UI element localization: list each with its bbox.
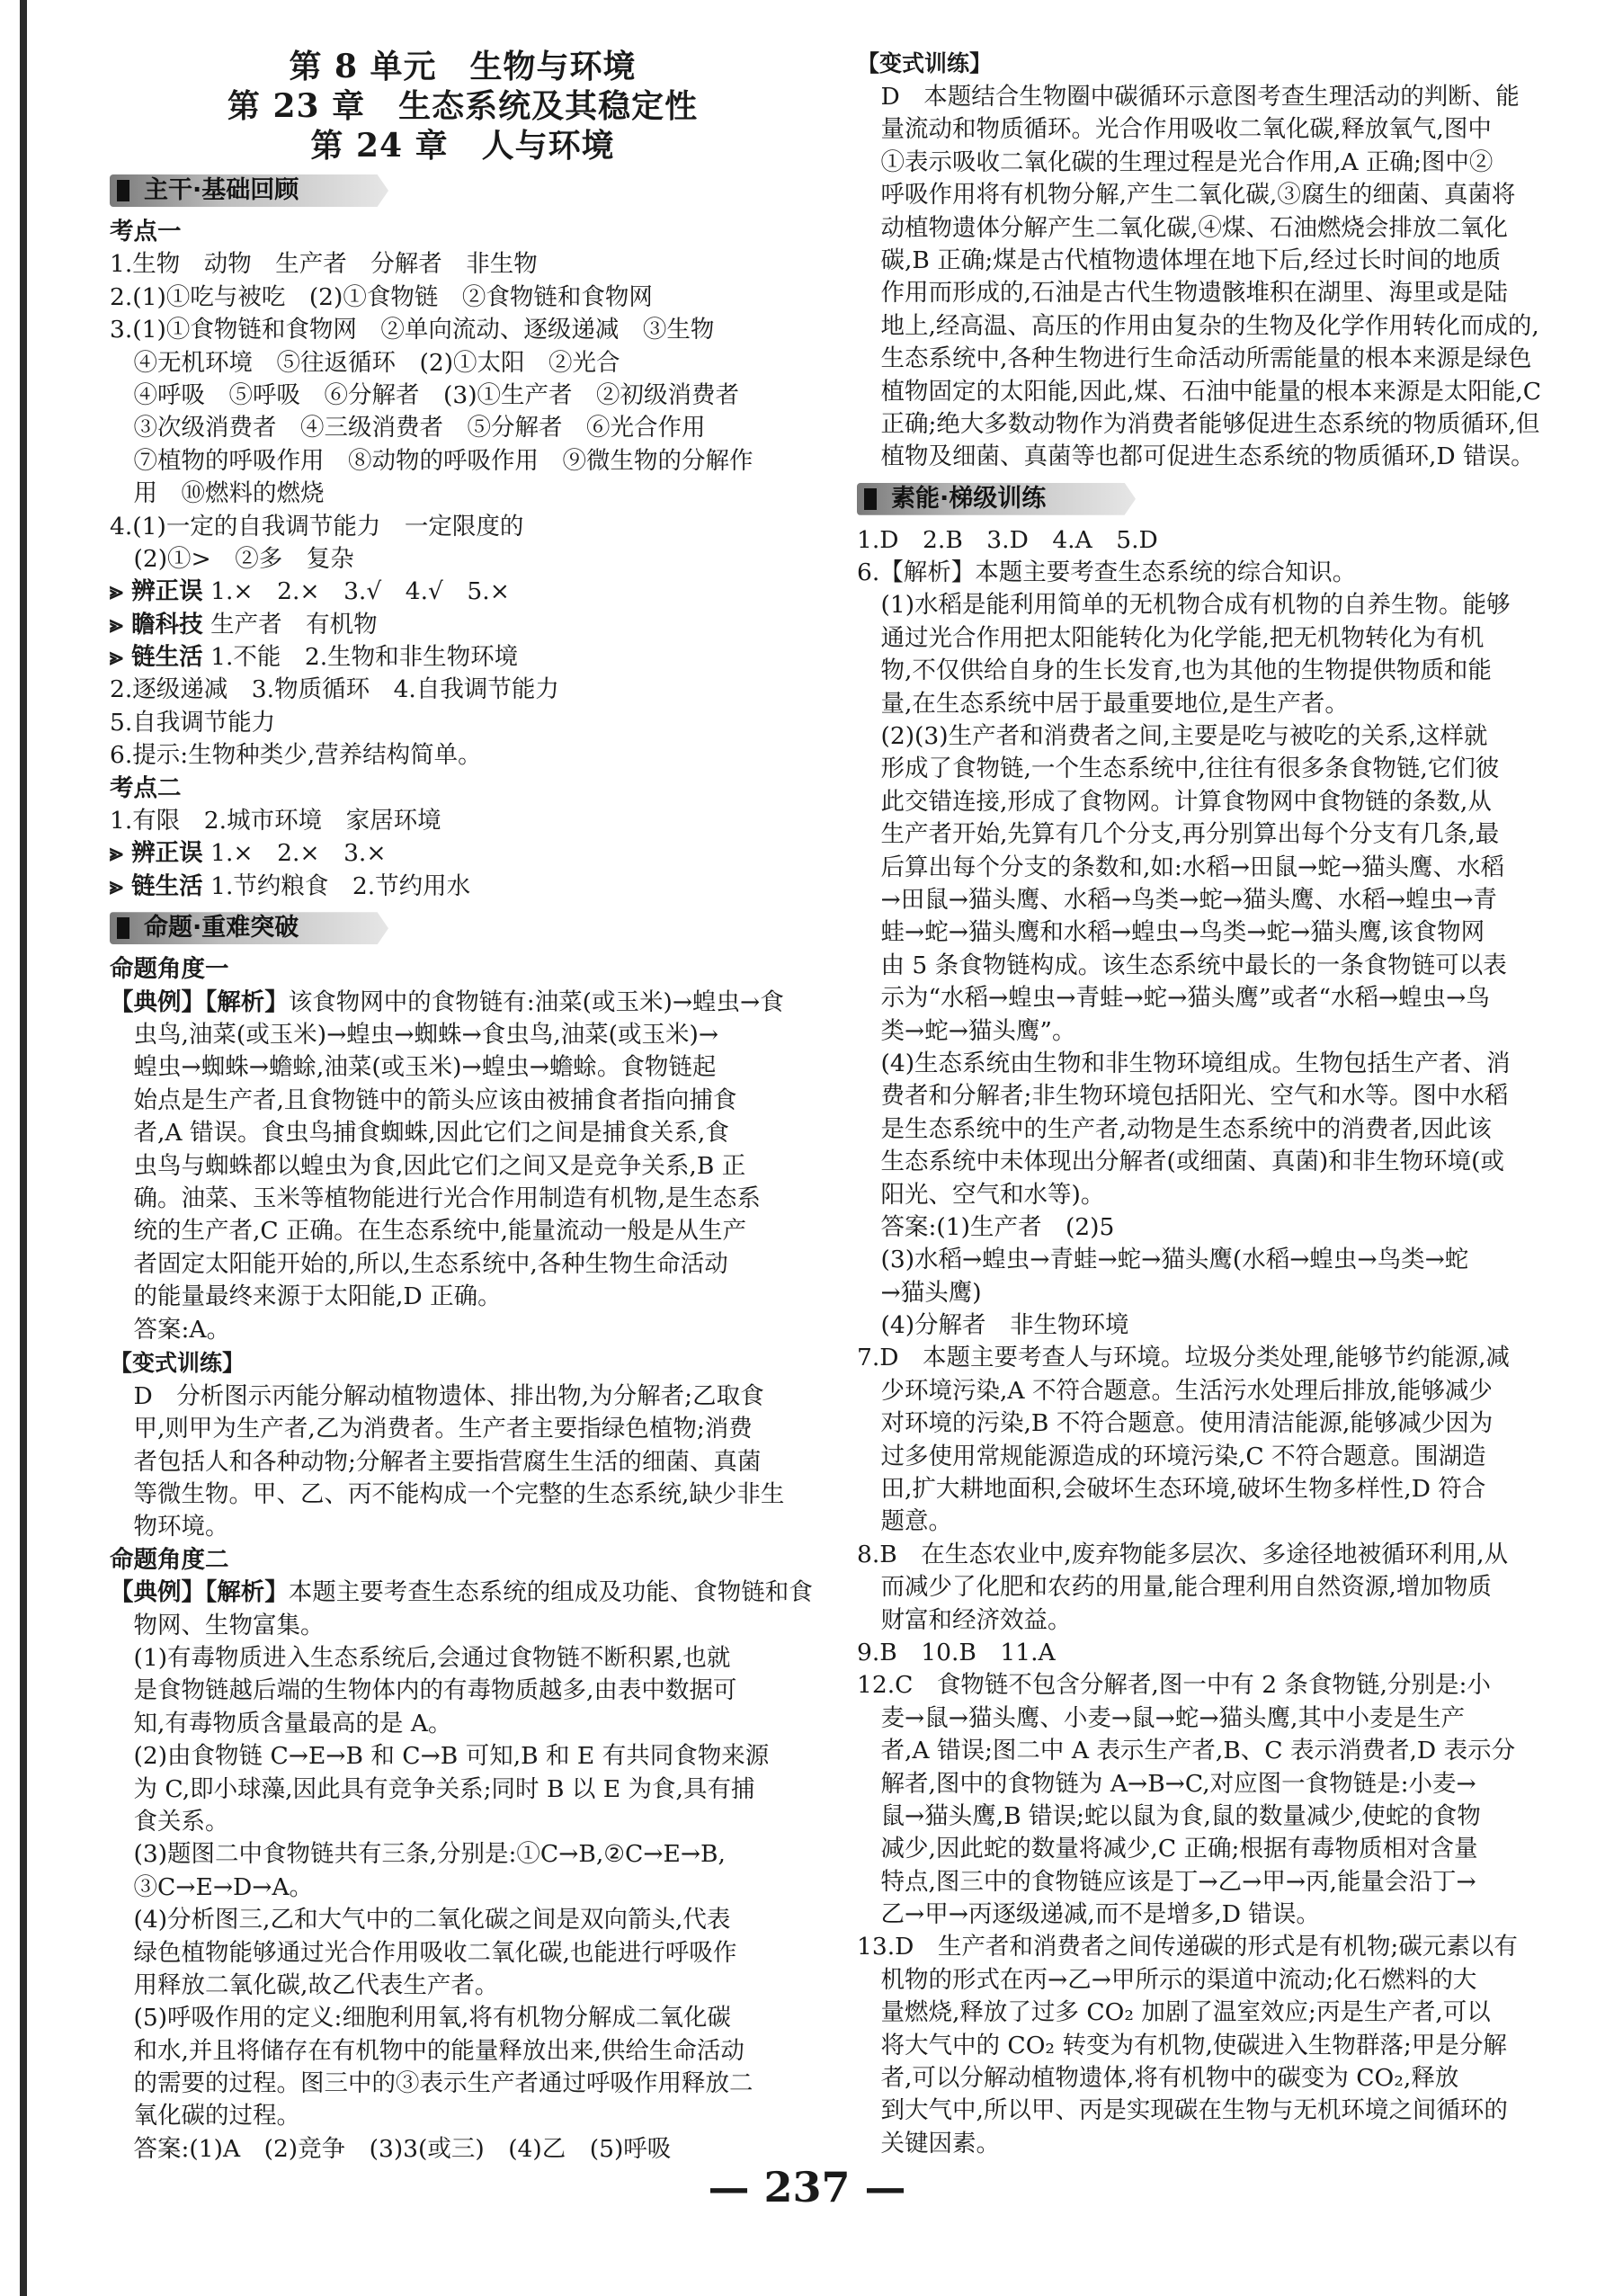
- text-line: (5)呼吸作用的定义:细胞利用氧,将有机物分解成二氧化碳: [110, 2004, 731, 2032]
- text-line: 关键因素。: [857, 2129, 1000, 2158]
- text-line: 用释放二氧化碳,故乙代表生产者。: [110, 1970, 499, 1999]
- tag-line: [110, 871, 816, 903]
- text-line: 机物的形式在丙→乙→甲所示的渠道中流动;化石燃料的大: [857, 1965, 1477, 1994]
- kaodian-heading: 考点二: [110, 773, 182, 802]
- text-line: 量流动和物质循环。光合作用吸收二氧化碳,释放氧气,图中: [857, 115, 1492, 144]
- example-two-first-line: [110, 1577, 816, 1609]
- text-line: 4.(1)一定的自我调节能力 一定限度的: [110, 512, 524, 540]
- text-line: (1)水稻是能利用简单的无机物合成有机物的自养生物。能够: [857, 591, 1511, 620]
- tag-label: 链生活: [131, 643, 203, 672]
- text-line: 蝗虫→蜘蛛→蟾蜍,油菜(或玉米)→蝗虫→蟾蜍。食物链起: [110, 1053, 717, 1082]
- text-line: 6.提示:生物种类少,营养结构简单。: [110, 741, 482, 770]
- example-one-body: [110, 1019, 816, 1314]
- kaodian-one-list: [110, 248, 816, 576]
- text-line: 12.C 食物链不包含分解者,图一中有 2 条食物链,分别是:小: [857, 1671, 1491, 1700]
- tag-text: 1.不能 2.生物和非生物环境: [202, 643, 519, 672]
- tag-line: [110, 576, 816, 608]
- text-line: 量,在生态系统中居于最重要地位,是生产者。: [857, 689, 1349, 718]
- text-line: 食关系。: [110, 1807, 229, 1836]
- tag-text: 1.× 2.× 3.×: [202, 839, 387, 868]
- banner-label: 命题·重难突破: [144, 914, 299, 943]
- text-line: 统的生产者,C 正确。在生态系统中,能量流动一般是从生产: [110, 1217, 747, 1246]
- text-line: 等微生物。甲、乙、丙不能构成一个完整的生态系统,缺少非生: [110, 1480, 785, 1509]
- example-two-body: [110, 1610, 816, 2133]
- text-line: 鼠→猫头鹰,B 错误;蛇以鼠为食,鼠的数量减少,使蛇的食物: [857, 1801, 1481, 1830]
- double-chevron-icon: ⪢: [110, 643, 132, 672]
- text-line: 生态系统中,各种生物进行生命活动所需能量的根本来源是绿色: [857, 344, 1532, 373]
- kaodian-one-tail: [110, 674, 816, 772]
- text-line: 始点是生产者,且食物链中的箭头应该由被捕食者指向捕食: [110, 1085, 737, 1114]
- text-line: ③次级消费者 ④三级消费者 ⑤分解者 ⑥光合作用: [110, 414, 706, 442]
- tag-line: [110, 641, 816, 674]
- text-line: (4)分解者 非生物环境: [857, 1311, 1129, 1340]
- text-line: 5.自我调节能力: [110, 708, 276, 737]
- double-chevron-icon: ⪢: [110, 610, 132, 639]
- text-line: ①表示吸收二氧化碳的生理过程是光合作用,A 正确;图中②: [857, 147, 1494, 176]
- text-line: 1.有限 2.城市环境 家居环境: [110, 807, 441, 835]
- text-line: 形成了食物链,一个生态系统中,往往有很多条食物链,它们彼: [857, 755, 1500, 783]
- text-line: (4)生态系统由生物和非生物环境组成。生物包括生产者、消: [857, 1049, 1511, 1077]
- text-line: 碳,B 正确;煤是古代植物遗体埋在地下后,经过长时间的地质: [857, 246, 1502, 274]
- right-column: [857, 47, 1563, 2160]
- text-line: 地上,经高温、高压的作用由复杂的生物及化学作用转化而成的,: [857, 311, 1539, 340]
- text-line: 将大气中的 CO₂ 转变为有机物,使碳进入生物群落;甲是分解: [857, 2031, 1507, 2059]
- text-line: 的能量最终来源于太阳能,D 正确。: [110, 1282, 502, 1311]
- text-line: 示为“水稻→蝗虫→青蛙→蛇→猫头鹰”或者“水稻→蝗虫→鸟: [857, 984, 1490, 1013]
- text-line: 减少,因此蛇的数量将减少,C 正确;根据有毒物质相对含量: [857, 1835, 1478, 1863]
- text-line: 2.逐级递减 3.物质循环 4.自我调节能力: [110, 675, 559, 704]
- double-chevron-icon: ⪢: [110, 577, 132, 606]
- text-line: 虫鸟与蜘蛛都以蝗虫为食,因此它们之间又是竞争关系,B 正: [110, 1151, 746, 1180]
- example-one-first-line: [110, 987, 816, 1019]
- tag-line: [110, 609, 816, 641]
- banner-mark-icon: [117, 180, 129, 201]
- text-line: 是食物链越后端的生物体内的有毒物质越多,由表中数据可: [110, 1676, 737, 1705]
- left-column: [110, 47, 816, 2166]
- text-line: 到大气中,所以甲、丙是实现碳在生物与无机环境之间循环的: [857, 2096, 1508, 2125]
- text-line: 1.生物 动物 生产者 分解者 非生物: [110, 250, 538, 279]
- text-line: D 分析图示丙能分解动植物遗体、排出物,为分解者;乙取食: [110, 1381, 764, 1410]
- variant-one-body: [110, 1380, 816, 1544]
- ladder-training-answers: [857, 524, 1563, 2161]
- text-line: 阳光、空气和水等)。: [857, 1180, 1105, 1209]
- tag-label: 瞻科技: [131, 610, 203, 639]
- tag-list-two: [110, 837, 816, 903]
- binding-edge: [20, 0, 27, 2296]
- text-line: (3)题图二中食物链共有三条,分别是:①C→B,②C→E→B,: [110, 1840, 726, 1869]
- text-line: 少环境污染,A 不符合题意。生活污水处理后排放,能够减少: [857, 1376, 1493, 1405]
- text-line: 植物及细菌、真菌等也都可促进生态系统的物质循环,D 错误。: [857, 442, 1535, 471]
- text-line: 动植物遗体分解产生二氧化碳,④煤、石油燃烧会排放二氧化: [857, 213, 1508, 242]
- text-line: 者,A 错误。食虫鸟捕食蜘蛛,因此它们之间是捕食关系,食: [110, 1119, 729, 1148]
- text-line: 用 ⑩燃料的燃烧: [110, 479, 325, 508]
- text-line: ⑦植物的呼吸作用 ⑧动物的呼吸作用 ⑨微生物的分解作: [110, 446, 753, 475]
- unit-title: 第 8 单元 生物与环境: [289, 48, 637, 85]
- text-line: 费者和分解者;非生物环境包括阳光、空气和水等。图中水稻: [857, 1082, 1509, 1111]
- text-line: ④无机环境 ⑤往返循环 (2)①太阳 ②光合: [110, 348, 620, 377]
- example-one-answer: 答案:A。: [110, 1315, 231, 1344]
- section-banner-basics: [110, 171, 816, 210]
- text-line: 生态系统中未体现出分解者(或细菌、真菌)和非生物环境(或: [857, 1148, 1505, 1176]
- kaodian-two-list: [110, 805, 816, 837]
- text-line: 为 C,即小球藻,因此具有竞争关系;同时 B 以 E 为食,具有捕: [110, 1774, 755, 1803]
- text-line: 者包括人和各种动物;分解者主要指营腐生生活的细菌、真菌: [110, 1447, 762, 1476]
- text-line: 类→蛇→猫头鹰”。: [857, 1016, 1076, 1045]
- text-line: 8.B 在生态农业中,废弃物能多层次、多途径地被循环利用,从: [857, 1540, 1509, 1568]
- text-line: 6.【解析】本题主要考查生态系统的综合知识。: [857, 558, 1357, 587]
- example-two-answer: 答案:(1)A (2)竞争 (3)3(或三) (4)乙 (5)呼吸: [110, 2134, 672, 2163]
- tag-label: 辨正误: [131, 577, 203, 606]
- variant-two-body: [857, 81, 1563, 474]
- text-line: (1)有毒物质进入生态系统后,会通过食物链不断积累,也就: [110, 1644, 731, 1673]
- section-banner-ladder: [857, 479, 1563, 519]
- text-line: 和水,并且将储存在有机物中的能量释放出来,供给生命活动: [110, 2036, 745, 2065]
- text-line: 正确;绝大多数动物作为消费者能够促进生态系统的物质循环,但: [857, 409, 1540, 438]
- text-line: 乙→甲→丙逐级递减,而不是增多,D 错误。: [857, 1900, 1320, 1929]
- text-line: ③C→E→D→A。: [110, 1872, 314, 1901]
- text-line: 特点,图三中的食物链应该是丁→乙→甲→丙,能量会沿丁→: [857, 1867, 1476, 1896]
- tag-label: 辨正误: [131, 839, 203, 868]
- text-line: 者,A 错误;图二中 A 表示生产者,B、C 表示消费者,D 表示分: [857, 1737, 1516, 1765]
- text-line: 对环境的污染,B 不符合题意。使用清洁能源,能够减少因为: [857, 1409, 1494, 1438]
- text-line: 13.D 生产者和消费者之间传递碳的形式是有机物;碳元素以有: [857, 1933, 1518, 1961]
- tag-text: 生产者 有机物: [202, 610, 378, 639]
- text-line: 绿色植物能够通过光合作用吸收二氧化碳,也能进行呼吸作: [110, 1938, 737, 1967]
- tag-text: 1.节约粮食 2.节约用水: [202, 871, 471, 900]
- text-line: 田,扩大耕地面积,会破坏生态环境,破坏生物多样性,D 符合: [857, 1475, 1486, 1504]
- text-line: (2)(3)生产者和消费者之间,主要是吃与被吃的关系,这样就: [857, 722, 1488, 751]
- text-line: ④呼吸 ⑤呼吸 ⑥分解者 (3)①生产者 ②初级消费者: [110, 380, 740, 409]
- text-line: 植物固定的太阳能,因此,煤、石油中能量的根本来源是太阳能,C: [857, 377, 1542, 406]
- text-line: (4)分析图三,乙和大气中的二氧化碳之间是双向箭头,代表: [110, 1906, 731, 1934]
- text-line: 物,不仅供给自身的生长发育,也为其他的生物提供物质和能: [857, 657, 1492, 685]
- text-line: 甲,则甲为生产者,乙为消费者。生产者主要指绿色植物;消费: [110, 1415, 753, 1443]
- text-line: 由 5 条食物链构成。该生态系统中最长的一条食物链可以表: [857, 951, 1507, 979]
- text-line: 答案:(1)生产者 (2)5: [857, 1212, 1115, 1241]
- example-label: 【典例】【解析】: [110, 1578, 289, 1607]
- text-line: →猫头鹰): [857, 1278, 982, 1307]
- banner-label: 素能·梯级训练: [891, 484, 1047, 513]
- text-line: 麦→鼠→猫头鹰、小麦→鼠→蛇→猫头鹰,其中小麦是生产: [857, 1703, 1465, 1732]
- text-line: 2.(1)①吃与被吃 (2)①食物链 ②食物链和食物网: [110, 282, 653, 311]
- text-line: 是生态系统中的生产者,动物是生态系统中的消费者,因此该: [857, 1114, 1492, 1143]
- angle-heading: 命题角度二: [110, 1545, 229, 1574]
- double-chevron-icon: ⪢: [110, 871, 132, 900]
- tag-list-one: [110, 576, 816, 674]
- text-line: 知,有毒物质含量最高的是 A。: [110, 1709, 452, 1738]
- text-line: 确。油菜、玉米等植物能进行光合作用制造有机物,是生态系: [110, 1184, 761, 1212]
- text-line: (2)由食物链 C→E→B 和 C→B 可知,B 和 E 有共同食物来源: [110, 1742, 770, 1771]
- variant-training-label: 【变式训练】: [110, 1349, 245, 1376]
- text-line: (2)①> ②多 复杂: [110, 544, 354, 573]
- angle-heading: 命题角度一: [110, 955, 229, 984]
- example-text: 该食物网中的食物链有:油菜(或玉米)→蝗虫→食: [288, 987, 784, 1016]
- banner-mark-icon: [864, 488, 877, 510]
- variant-training-label: 【变式训练】: [857, 50, 993, 76]
- text-line: D 本题结合生物圈中碳循环示意图考查生理活动的判断、能: [857, 83, 1520, 111]
- text-line: 作用而形成的,石油是古代生物遗骸堆积在湖里、海里或是陆: [857, 279, 1508, 308]
- text-line: 财富和经济效益。: [857, 1605, 1072, 1634]
- chapter-23-title: 第 23 章 生态系统及其稳定性: [227, 87, 699, 125]
- text-line: 过多使用常规能源造成的环境污染,C 不符合题意。围湖造: [857, 1442, 1486, 1470]
- tag-text: 1.× 2.× 3.√ 4.√ 5.×: [202, 577, 510, 606]
- text-line: 虫鸟,油菜(或玉米)→蝗虫→蜘蛛→食虫鸟,油菜(或玉米)→: [110, 1020, 719, 1049]
- text-line: 1.D 2.B 3.D 4.A 5.D: [857, 525, 1158, 554]
- tag-line: [110, 837, 816, 870]
- banner-label: 主干·基础回顾: [144, 176, 299, 204]
- text-line: 后算出每个分支的条数和,如:水稻→田鼠→蛇→猫头鹰、水稻: [857, 853, 1504, 881]
- text-line: 物环境。: [110, 1513, 229, 1541]
- text-line: 生产者开始,先算有几个分支,再分别算出每个分支有几条,最: [857, 820, 1500, 849]
- tag-label: 链生活: [131, 871, 203, 900]
- text-line: →田鼠→猫头鹰、水稻→鸟类→蛇→猫头鹰、水稻→蝗虫→青: [857, 885, 1497, 914]
- text-line: 物网、生物富集。: [110, 1611, 325, 1639]
- text-line: 此交错连接,形成了食物网。计算食物网中食物链的条数,从: [857, 787, 1492, 816]
- text-line: 而减少了化肥和农药的用量,能合理利用自然资源,增加物质: [857, 1573, 1492, 1602]
- text-line: 氧化碳的过程。: [110, 2102, 300, 2131]
- text-line: 解者,图中的食物链为 A→B→C,对应图一食物链是:小麦→: [857, 1769, 1476, 1798]
- text-line: 呼吸作用将有机物分解,产生二氧化碳,③腐生的细菌、真菌将: [857, 181, 1516, 210]
- text-line: 蛙→蛇→猫头鹰和水稻→蝗虫→鸟类→蛇→猫头鹰,该食物网: [857, 918, 1485, 947]
- text-line: 者固定太阳能开始的,所以,生态系统中,各种生物生命活动: [110, 1249, 728, 1278]
- example-label: 【典例】【解析】: [110, 987, 289, 1016]
- example-text: 本题主要考查生态系统的组成及功能、食物链和食: [288, 1578, 813, 1607]
- text-line: 的需要的过程。图三中的③表示生产者通过呼吸作用释放二: [110, 2069, 753, 2098]
- text-line: 7.D 本题主要考查人与环境。垃圾分类处理,能够节约能源,减: [857, 1344, 1510, 1372]
- section-banner-breakthrough: [110, 908, 816, 948]
- text-line: 量燃烧,释放了过多 CO₂ 加剧了温室效应;丙是生产者,可以: [857, 1998, 1491, 2027]
- text-line: (3)水稻→蝗虫→青蛙→蛇→猫头鹰(水稻→蝗虫→鸟类→蛇: [857, 1246, 1469, 1274]
- text-line: 者,可以分解动植物遗体,将有机物中的碳变为 CO₂,释放: [857, 2064, 1459, 2093]
- chapter-24-title: 第 24 章 人与环境: [310, 127, 615, 165]
- text-line: 通过光合作用把太阳能转化为化学能,把无机物转化为有机: [857, 623, 1485, 652]
- banner-mark-icon: [117, 917, 129, 939]
- text-line: 9.B 10.B 11.A: [857, 1638, 1056, 1666]
- text-line: 3.(1)①食物链和食物网 ②单向流动、逐级递减 ③生物: [110, 316, 715, 344]
- double-chevron-icon: ⪢: [110, 839, 132, 868]
- kaodian-heading: 考点一: [110, 218, 182, 246]
- text-line: 题意。: [857, 1507, 952, 1536]
- page-number: — 237 —: [708, 2163, 906, 2211]
